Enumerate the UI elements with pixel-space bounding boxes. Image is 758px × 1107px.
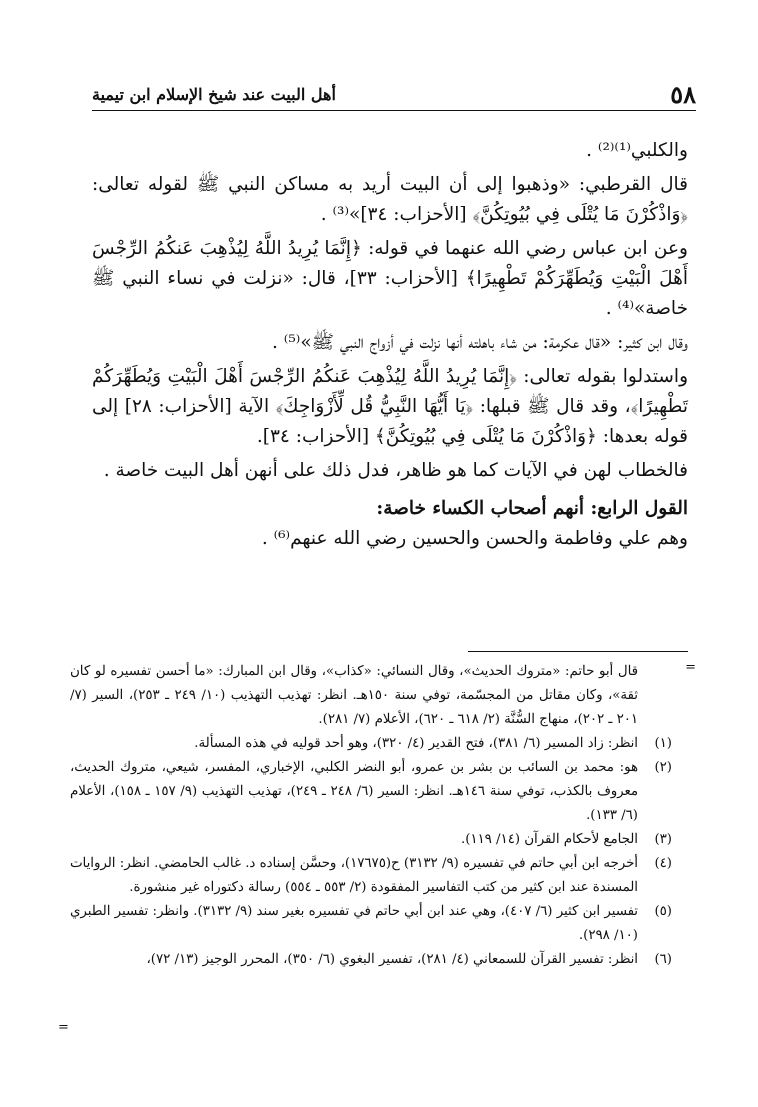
paragraph: وهم علي وفاطمة والحسن والحسين رضي الله عنهم⁽⁶⁾ . bbox=[261, 528, 688, 549]
footnote-number: (١) bbox=[654, 736, 672, 751]
continuation-mark: = bbox=[58, 1020, 69, 1035]
footnote-text: قال أبو حاتم: «متروك الحديث»، وقال النسائي: «كذاب»، وقال ابن المبارك: «ما أحسن تفسيره لو كان ثقة»، وكان مقاتل من المجسّمة، توفي سنة ١٥٠هـ. انظر: تهذيب التهذيب (١٠/ ٢٤٩ ـ ٢٥٣)، السير (٧/ ٢٠١ ـ ٢٠٢)، منهاج السُّنَّة (٢/ ٦١٨ ـ ٦٢٠)، الأعلام (٧/ ٢٨١). bbox=[70, 664, 638, 727]
footnote-number: (٥) bbox=[654, 904, 672, 919]
footnote bbox=[70, 852, 672, 900]
section-heading: القول الرابع: أنهم أصحاب الكساء خاصة: bbox=[376, 498, 688, 519]
footnote bbox=[70, 828, 672, 852]
footnotes bbox=[70, 660, 672, 972]
footnote-text: أخرجه ابن أبي حاتم في تفسيره (٩/ ٣١٣٢) ح(١٧٦٧٥)، وحسَّن إسناده د. غالب الحامضي. انظر: الروايات المسندة عند ابن كثير من كتب التفاسير المفقودة (٢/ ٥٥٣ ـ ٥٥٤) رسالة دكتوراه غير منشورة. bbox=[70, 856, 638, 895]
footnote-text: تفسير ابن كثير (٦/ ٤٠٧)، وهي عند ابن أبي حاتم في تفسيره بغير سند (٩/ ٣١٣٢). وانظر: تفسير الطبري (١٠/ ٢٩٨). bbox=[69, 904, 638, 943]
footnote-text: الجامع لأحكام القرآن (١٤/ ١١٩). bbox=[460, 832, 638, 847]
paragraph: فالخطاب لهن في الآيات كما هو ظاهر، فدل ذلك على أنهن أهل البيت خاصة . bbox=[103, 460, 688, 481]
footnote-text: انظر: تفسير القرآن للسمعاني (٤/ ٢٨١)، تفسير البغوي (٦/ ٣٥٠)، المحرر الوجيز (١٣/ ٧٢)، bbox=[146, 952, 638, 967]
footnote-text: انظر: زاد المسير (٦/ ٣٨١)، فتح القدير (٤/ ٣٢٠)، وهو أحد قوليه في هذه المسألة. bbox=[194, 736, 638, 751]
running-title: أهل البيت عند شيخ الإسلام ابن تيمية bbox=[92, 84, 336, 104]
footnote bbox=[70, 900, 672, 948]
footnote bbox=[70, 732, 672, 756]
footnote-number: (٤) bbox=[654, 856, 672, 871]
paragraph: وعن ابن عباس رضي الله عنهما في قوله: ﴿إِنَّمَا يُرِيدُ اللَّهُ لِيُذْهِبَ عَنكُمُ الرِّجْسَ أَهْلَ الْبَيْتِ وَيُطَهِّرَكُمْ تَطْهِيرًا﴾ [الأحزاب: ٣٣]، قال: «نزلت في نساء النبي ﷺ خاصة»⁽⁴⁾ . bbox=[92, 238, 688, 319]
paragraph: وقال ابن كثير: «قال عكرمة: من شاء باهلته أنها نزلت في أزواج النبي ﷺ»⁽⁵⁾ . bbox=[272, 332, 688, 353]
paragraph: قال القرطبي: «وذهبوا إلى أن البيت أريد به مساكن النبي ﷺ لقوله تعالى: ﴿وَاذْكُرْنَ مَا يُتْلَى فِي بُيُوتِكُنَّ﴾ [الأحزاب: ٣٤]»⁽³⁾ . bbox=[92, 174, 688, 225]
footnote-continued bbox=[70, 660, 672, 732]
footnote-number: (٣) bbox=[654, 832, 672, 847]
footnote bbox=[70, 756, 672, 828]
page-number: ٥٨ bbox=[670, 79, 696, 109]
footnote-number: (٦) bbox=[654, 952, 672, 967]
main-text bbox=[92, 136, 688, 554]
footnote-text: هو: محمد بن السائب بن بشر بن عمرو، أبو النضر الكلبي، الإخباري، المفسر، شيعي، متروك الحديث، معروف بالكذب، توفي سنة ١٤٦هـ. انظر: السير (٦/ ٢٤٨ ـ ٢٤٩)، تهذيب التهذيب (٩/ ١٥٧ ـ ١٥٨)، الأعلام (٦/ ١٣٣). bbox=[70, 760, 639, 823]
footnote-divider bbox=[468, 651, 688, 652]
footnote-number: (٢) bbox=[654, 760, 672, 775]
continuation-mark: = bbox=[685, 660, 696, 675]
paragraph: واستدلوا بقوله تعالى: ﴿إِنَّمَا يُرِيدُ اللَّهُ لِيُذْهِبَ عَنكُمُ الرِّجْسَ أَهْلَ الْبَيْتِ وَيُطَهِّرَكُمْ تَطْهِيرًا﴾، وقد قال ﷺ قبلها: ﴿يَا أَيُّهَا النَّبِيُّ قُل لِّأَزْوَاجِكَ﴾ الآية [الأحزاب: ٢٨] إلى قوله بعدها: ﴿وَاذْكُرْنَ مَا يُتْلَى فِي بُيُوتِكُنَّ﴾ [الأحزاب: ٣٤]. bbox=[92, 366, 689, 447]
page-header bbox=[92, 78, 696, 111]
footnote bbox=[70, 948, 672, 972]
paragraph: والكلبي⁽¹⁾⁽²⁾ . bbox=[586, 140, 688, 161]
